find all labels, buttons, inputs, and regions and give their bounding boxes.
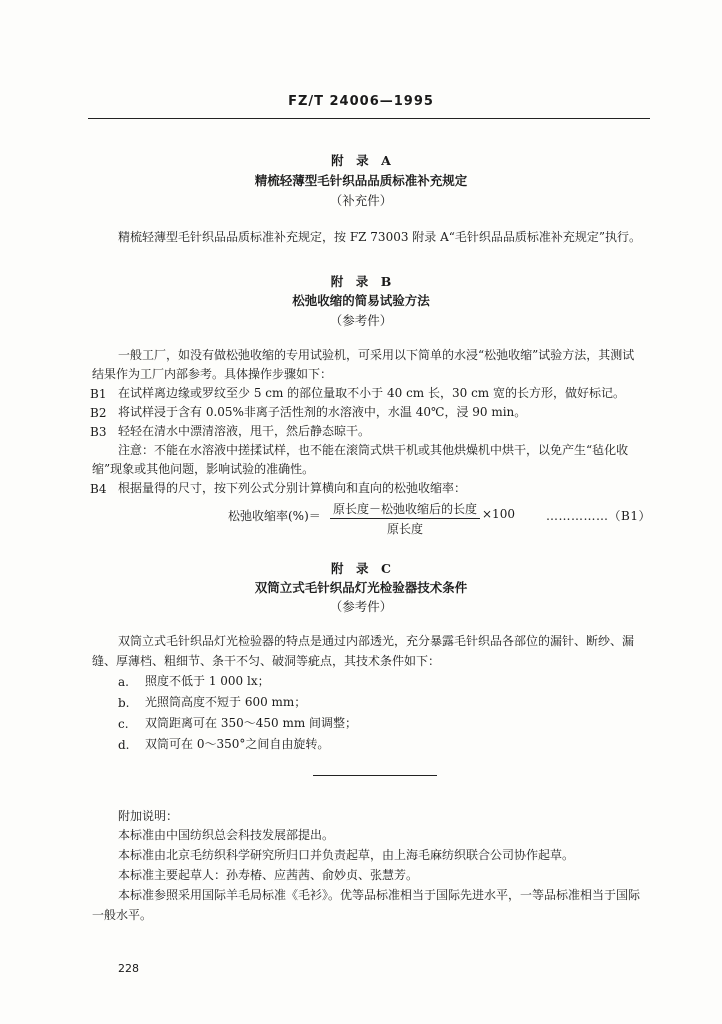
formula-lhs: 松弛收缩率(%)＝ <box>228 509 321 523</box>
appendix-c-title: 双筒立式毛针织品灯光检验器技术条件 <box>254 580 468 595</box>
page-number: 228 <box>118 962 139 975</box>
appendix-c-type: （参考件） <box>329 599 393 614</box>
notes-line-1: 本标准由中国纺织总会科技发展部提出。 <box>118 828 335 842</box>
step-b1-text: 在试样离边缘或罗纹至少 5 cm 的部位量取不小于 40 cm 长，30 cm 宽的长方形，做好标记。 <box>118 386 625 400</box>
appendix-c-intro-line2: 缝、厚薄档、粗细节、条干不匀、破洞等疵点，其技术条件如下： <box>92 654 441 668</box>
appendix-a-title: 精梳轻薄型毛针织品品质标准补充规定 <box>254 173 468 188</box>
step-b3-text: 轻轻在清水中漂清溶液，甩干，然后静态晾干。 <box>118 424 371 438</box>
step-b4-number: B4 <box>90 482 107 496</box>
notes-line-5: 一般水平。 <box>92 908 153 922</box>
formula-multiplier: ×100 <box>482 507 515 521</box>
step-b2-number: B2 <box>90 406 107 420</box>
notes-line-3: 本标准主要起草人：孙寿椿、应茜茜、俞妙贞、张慧芳。 <box>118 868 419 882</box>
appendix-a-label: 附 录 A <box>331 153 391 168</box>
notes-line-4: 本标准参照采用国际羊毛局标准《毛衫》。优等品标准相当于国际先进水平，一等品标准相当于国际 <box>118 888 641 902</box>
formula-numerator: 原长度－松弛收缩后的长度 <box>330 500 480 519</box>
step-b2-text: 将试样浸于含有 0.05%非离子活性剂的水溶液中，水温 40℃，浸 90 min。 <box>118 405 527 419</box>
item-b-text: 光照筒高度不短于 600 mm； <box>145 695 307 709</box>
appendix-b-note-line2: 缩”现象或其他问题，影响试验的准确性。 <box>92 462 315 476</box>
item-b-label: b. <box>118 696 130 710</box>
item-c-text: 双筒距离可在 350～450 mm 间调整； <box>145 716 358 730</box>
step-b3-number: B3 <box>90 425 107 439</box>
header-rule <box>88 118 650 119</box>
appendix-b-intro-line2: 结果作为工厂内部参考。具体操作步骤如下： <box>92 367 333 381</box>
step-b1-number: B1 <box>90 387 107 401</box>
appendix-a-body: 精梳轻薄型毛针织品品质标准补充规定，按 FZ 73003 附录 A“毛针织品品质标准补充规定”执行。 <box>118 230 642 244</box>
appendix-c-intro-line1: 双筒立式毛针织品灯光检验器的特点是通过内部透光，充分暴露毛针织品各部位的漏针、断纱、漏 <box>118 634 635 648</box>
section-divider <box>313 775 437 776</box>
formula-denominator: 原长度 <box>386 522 423 536</box>
appendix-b-note-line1: 注意：不能在水溶液中搓揉试样，也不能在滚筒式烘干机或其他烘燥机中烘干，以免产生“毡化收 <box>118 443 629 457</box>
item-c-label: c. <box>118 717 129 731</box>
appendix-b-intro-line1: 一般工厂，如没有做松弛收缩的专用试验机，可采用以下简单的水浸“松弛收缩”试验方法，其测试 <box>118 348 635 362</box>
appendix-a-type: （补充件） <box>329 193 393 208</box>
appendix-b-type: （参考件） <box>329 313 393 328</box>
formula-reference: ……………（B1） <box>546 509 651 523</box>
item-d-label: d. <box>118 738 130 752</box>
appendix-c-label: 附 录 C <box>331 561 391 576</box>
notes-heading: 附加说明： <box>118 809 179 823</box>
item-a-text: 照度不低于 1 000 lx； <box>145 674 270 688</box>
formula-fraction <box>330 500 480 537</box>
notes-line-2: 本标准由北京毛纺织科学研究所归口并负责起草，由上海毛麻纺织联合公司协作起草。 <box>118 848 575 862</box>
appendix-b-label: 附 录 B <box>330 274 392 289</box>
standard-number: FZ/T 24006—1995 <box>288 94 434 109</box>
item-d-text: 双筒可在 0～350°之间自由旋转。 <box>145 737 330 751</box>
item-a-label: a. <box>118 675 129 689</box>
appendix-b-title: 松弛收缩的简易试验方法 <box>292 293 430 308</box>
step-b4-text: 根据量得的尺寸，按下列公式分别计算横向和直向的松弛收缩率： <box>118 481 467 495</box>
